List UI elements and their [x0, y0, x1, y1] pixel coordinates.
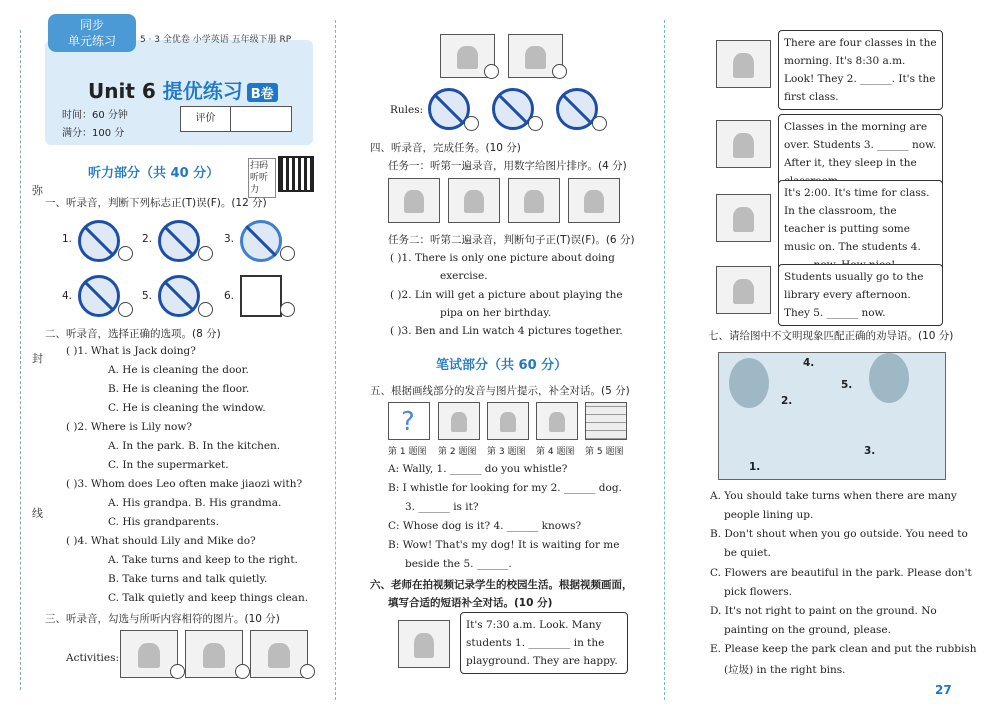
answer-circle[interactable] [592, 116, 607, 131]
option-line: C. Flowers are beautiful in the park. Please don't [710, 567, 972, 579]
question-line: ( )1. What is Jack doing? [66, 345, 196, 357]
quiet-sign-icon [240, 220, 282, 262]
option-line: B. Take turns and talk quietly. [108, 573, 268, 585]
task-picture [448, 178, 500, 223]
column-divider [335, 20, 336, 700]
page-title: Unit 6 提优练习 B卷 [88, 75, 278, 104]
option-line: A. You should take turns when there are many [710, 490, 957, 502]
no-food-sign-icon [158, 220, 200, 262]
speech-bubble: Classes in the morning are over. Students 3. ______ now. After it, they sleep in the [778, 114, 943, 194]
section-3-title: 三、听录音，勾选与所听内容相符的图片。(10 分) [45, 613, 280, 625]
tf-line: ( )2. Lin will get a picture about playing the [390, 289, 623, 301]
series-label: 5 · 3 全优卷 小学英语 五年级下册 RP [140, 35, 292, 45]
dialog-line: B: Wow! That's my dog! It is waiting for me [388, 539, 620, 551]
scene-label: 3. [864, 445, 876, 457]
score-label: 满分：100 分 [62, 128, 125, 139]
answer-circle[interactable] [198, 302, 213, 317]
qr-label: 扫码听听力 [248, 158, 276, 198]
boy-picture [487, 402, 529, 440]
section-7-title: 七、请给图中不文明现象匹配正确的劝导语。(10 分) [708, 330, 954, 342]
margin-char: 线 [32, 507, 43, 520]
option-line: E. Please keep the park clean and put the rubbish [710, 643, 977, 655]
listening-title: 听力部分（共 40 分） [88, 166, 220, 181]
margin-char: 弥 [32, 184, 43, 197]
option-line: A. Take turns and keep to the right. [108, 554, 298, 566]
item-number: 3. [224, 233, 235, 245]
task-1-label: 任务一：听第一遍录音，用数字给图片排序。(4 分) [388, 160, 627, 172]
answer-circle[interactable] [300, 664, 315, 679]
speech-bubble: Students usually go to the library every afternoon. They 5. ______ now. [778, 264, 943, 326]
speech-bubble: It's 7:30 a.m. Look. Many students 1. ________ in the playground. They are happy. [460, 612, 628, 674]
option-line: people lining up. [724, 509, 814, 521]
no-touch-sign-icon [78, 220, 120, 262]
picture-caption: 第 4 题图 [536, 447, 575, 457]
option-line: be quiet. [724, 547, 771, 559]
answer-circle[interactable] [484, 64, 499, 79]
playground-picture [398, 620, 450, 668]
speech-bubble: It's 2:00. It's time for class. In the classroom, the teacher is putting some music on. The students 4. [778, 180, 943, 278]
tf-line: exercise. [440, 270, 488, 282]
keep-right-sign-icon [240, 275, 282, 317]
picture-caption: 第 5 题图 [585, 447, 624, 457]
speech-bubble: There are four classes in the morning. It's 8:30 a.m. Look! They 2. ______. It's the first class. [778, 30, 943, 110]
tf-line: ( )3. Ben and Lin watch 4 pictures together. [390, 325, 623, 337]
question-mark-picture: ? [388, 402, 430, 440]
section-2-title: 二、听录音，选择正确的选项。(8 分) [45, 328, 221, 340]
writing-title: 笔试部分（共 60 分） [436, 358, 568, 373]
option-line: C. Talk quietly and keep things clean. [108, 592, 309, 604]
scene-label: 1. [749, 461, 761, 473]
rules-label: Rules: [390, 104, 424, 116]
question-line: ( )2. Where is Lily now? [66, 421, 192, 433]
section-6-title: 六、老师在拍视频记录学生的校园生活。根据视频画面， [370, 579, 633, 591]
task-2-label: 任务二：听第二遍录音，判断句子正(T)误(F)。(6 分) [388, 234, 635, 246]
dialog-line: 3. ______ is it? [405, 501, 479, 513]
no-writing-sign-icon [78, 275, 120, 317]
picture-caption: 第 3 题图 [487, 447, 526, 457]
dialog-line: beside the 5. ______. [405, 558, 512, 570]
library-picture [716, 266, 771, 314]
picture-caption: 第 1 题图 [388, 447, 427, 457]
item-number: 2. [142, 233, 153, 245]
tree-icon [729, 358, 769, 408]
answer-circle[interactable] [118, 302, 133, 317]
tf-line: pipa on her birthday. [440, 307, 552, 319]
option-line: B. Don't shout when you go outside. You need to [710, 528, 968, 540]
answer-circle[interactable] [280, 246, 295, 261]
sync-badge: 同步 单元练习 [48, 14, 136, 52]
question-line: ( )4. What should Lily and Mike do? [66, 535, 256, 547]
task-picture [568, 178, 620, 223]
park-scene-picture [718, 352, 946, 480]
section-1-title: 一、听录音，判断下列标志正(T)误(F)。(12 分) [45, 197, 267, 209]
option-line: C. In the supermarket. [108, 459, 229, 471]
tree-icon [869, 353, 909, 403]
answer-circle[interactable] [235, 664, 250, 679]
option-line: A. In the park. B. In the kitchen. [108, 440, 281, 452]
wall-picture [585, 402, 627, 440]
option-line: (垃圾) in the right bins. [724, 664, 846, 676]
option-line: painting on the ground, please. [724, 624, 891, 636]
answer-circle[interactable] [528, 116, 543, 131]
binding-line [20, 30, 21, 690]
task-picture [508, 178, 560, 223]
answer-circle[interactable] [118, 246, 133, 261]
answer-circle[interactable] [552, 64, 567, 79]
picture-caption: 第 2 题图 [438, 447, 477, 457]
option-line: A. He is cleaning the door. [108, 364, 249, 376]
section-4-title: 四、听录音，完成任务。(10 分) [370, 142, 521, 154]
option-line: pick flowers. [724, 586, 792, 598]
answer-circle[interactable] [464, 116, 479, 131]
section-5-title: 五、根据画线部分的发音与图片提示，补全对话。(5 分) [370, 385, 630, 397]
classroom-picture [716, 40, 771, 88]
task-picture [388, 178, 440, 223]
dog-picture [438, 402, 480, 440]
dialog-line: A: Wally, 1. ______ do you whistle? [388, 463, 568, 475]
section-6-title-2: 填写合适的短语补全对话。(10 分) [388, 597, 553, 609]
lunch-picture [716, 120, 771, 168]
no-fire-sign-icon [158, 275, 200, 317]
answer-circle[interactable] [198, 246, 213, 261]
grade-box: 评价 [180, 106, 292, 132]
option-line: A. His grandpa. B. His grandma. [108, 497, 282, 509]
time-label: 时间：60 分钟 [62, 110, 128, 121]
item-number: 6. [224, 290, 235, 302]
item-number: 4. [62, 290, 73, 302]
activities-label: Activities: [66, 652, 120, 664]
option-line: B. He is cleaning the floor. [108, 383, 250, 395]
girl-picture [536, 402, 578, 440]
scene-label: 4. [803, 357, 815, 369]
dialog-line: B: I whistle for looking for my 2. ______ dog. [388, 482, 622, 494]
page-number: 27 [935, 683, 952, 697]
scene-label: 2. [781, 395, 793, 407]
option-line: C. His grandparents. [108, 516, 219, 528]
scene-label: 5. [841, 379, 853, 391]
answer-circle[interactable] [170, 664, 185, 679]
music-class-picture [716, 194, 771, 242]
item-number: 1. [62, 233, 73, 245]
margin-char: 封 [32, 352, 43, 365]
option-line: D. It's not right to paint on the ground. No [710, 605, 937, 617]
item-number: 5. [142, 290, 153, 302]
tf-line: ( )1. There is only one picture about doing [390, 252, 615, 264]
dialog-line: C: Whose dog is it? 4. ______ knows? [388, 520, 582, 532]
qr-code-icon[interactable] [278, 156, 314, 192]
column-divider [664, 20, 665, 700]
option-line: C. He is cleaning the window. [108, 402, 266, 414]
answer-circle[interactable] [280, 302, 295, 317]
question-line: ( )3. Whom does Leo often make jiaozi with? [66, 478, 303, 490]
